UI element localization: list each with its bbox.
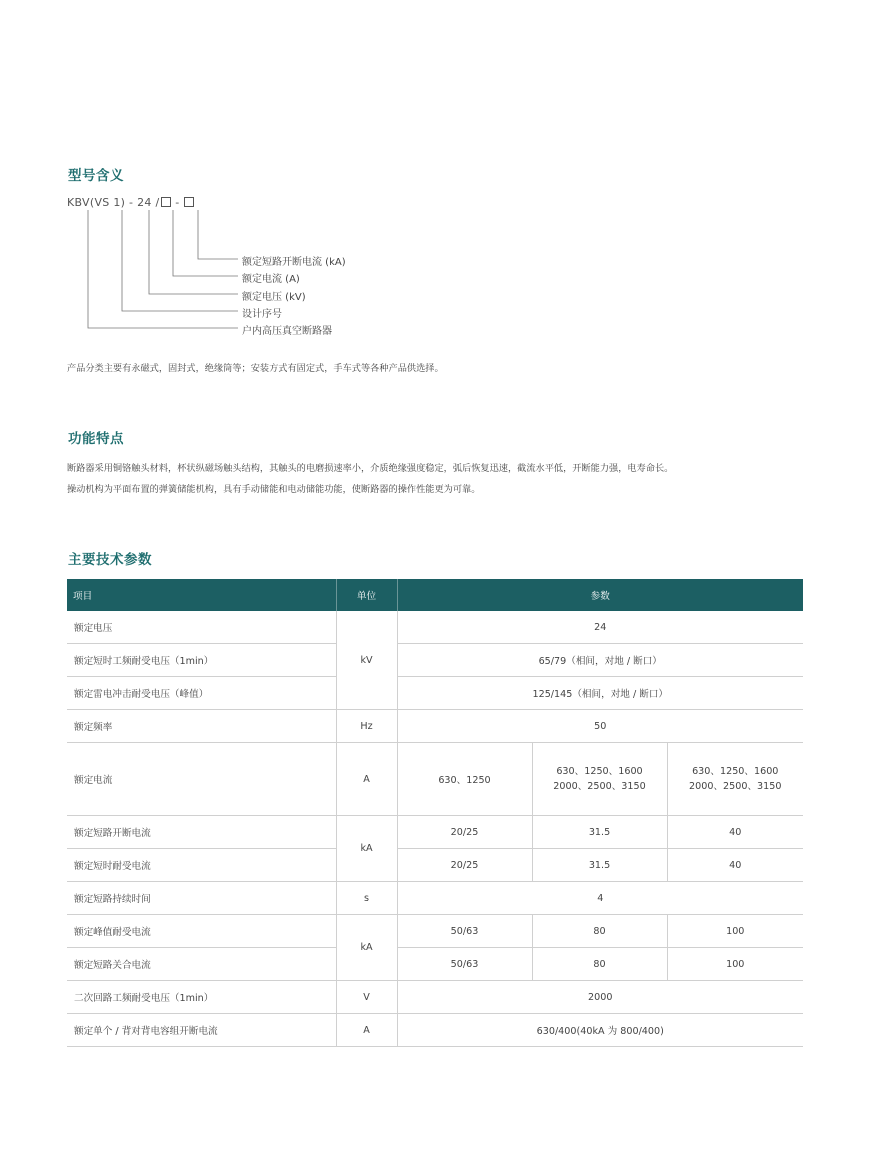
- table-row: [67, 644, 803, 677]
- row-label: 额定短路持续时间: [67, 882, 336, 915]
- unit-cell: kA: [336, 816, 397, 882]
- value-cell: 50: [397, 710, 803, 743]
- model-code-prefix: KBV(VS: [67, 196, 110, 209]
- legend-breaker-type: 户内高压真空断路器: [242, 326, 332, 337]
- value-cell: 20/25: [397, 849, 532, 882]
- legend-rated-current: 额定电流 (A): [242, 274, 300, 285]
- value-cell: 50/63: [397, 948, 532, 981]
- unit-cell: kA: [336, 915, 397, 981]
- technical-params-table: [67, 579, 803, 1047]
- legend-rated-voltage: 额定电压 (kV): [242, 292, 306, 303]
- value-cell: 50/63: [397, 915, 532, 948]
- table-row: [67, 882, 803, 915]
- model-code-voltage-sep: - 24 /: [125, 196, 160, 209]
- unit-cell: V: [336, 981, 397, 1014]
- product-classification-note: 产品分类主要有永磁式，固封式，绝缘筒等；安装方式有固定式，手车式等各种产品供选择。: [67, 363, 444, 374]
- table-row: [67, 677, 803, 710]
- features-heading: 功能特点: [68, 431, 124, 447]
- value-cell: 20/25: [397, 816, 532, 849]
- row-label: 额定频率: [67, 710, 336, 743]
- value-cell: 80: [532, 948, 667, 981]
- value-cell: 31.5: [532, 849, 667, 882]
- header-unit: 单位: [336, 579, 397, 611]
- model-code-design: 1: [113, 196, 121, 209]
- value-line: 630、1250、1600: [556, 766, 643, 777]
- unit-cell: A: [336, 743, 397, 816]
- unit-cell: Hz: [336, 710, 397, 743]
- value-cell: 630、1250: [397, 743, 532, 816]
- model-code-sep2: -: [171, 196, 184, 209]
- table-row: [67, 816, 803, 849]
- row-label: 额定电流: [67, 743, 336, 816]
- features-line-2: 操动机构为平面布置的弹簧储能机构，具有手动储能和电动储能功能，使断路器的操作性能更为可靠。: [67, 484, 481, 495]
- value-cell: 80: [532, 915, 667, 948]
- value-cell: 2000: [397, 981, 803, 1014]
- value-line: 2000、2500、3150: [689, 781, 782, 792]
- table-row: [67, 915, 803, 948]
- unit-cell: kV: [336, 611, 397, 710]
- table-row: [67, 743, 803, 816]
- row-label: 额定短路关合电流: [67, 948, 336, 981]
- value-cell: 31.5: [532, 816, 667, 849]
- value-cell: [532, 743, 667, 816]
- value-cell: 40: [667, 849, 803, 882]
- table-header-row: [67, 579, 803, 611]
- value-cell: 40: [667, 816, 803, 849]
- model-legend-connector-lines: [0, 0, 873, 360]
- legend-design-number: 设计序号: [242, 309, 282, 320]
- value-cell: 100: [667, 948, 803, 981]
- row-label: 额定峰值耐受电流: [67, 915, 336, 948]
- value-line: 2000、2500、3150: [553, 781, 646, 792]
- value-cell: 125/145（相间，对地 / 断口）: [397, 677, 803, 710]
- row-label: 额定短时耐受电流: [67, 849, 336, 882]
- table-row: [67, 710, 803, 743]
- unit-cell: s: [336, 882, 397, 915]
- legend-breaking-current: 额定短路开断电流 (kA): [242, 257, 346, 268]
- params-heading: 主要技术参数: [68, 552, 152, 568]
- table-row: [67, 948, 803, 981]
- row-label: 二次回路工频耐受电压（1min）: [67, 981, 336, 1014]
- value-cell: 4: [397, 882, 803, 915]
- row-label: 额定短时工频耐受电压（1min）: [67, 644, 336, 677]
- table-row: [67, 1014, 803, 1047]
- value-cell: 65/79（相间，对地 / 断口）: [397, 644, 803, 677]
- table-row: [67, 611, 803, 644]
- row-label: 额定雷电冲击耐受电压（峰值）: [67, 677, 336, 710]
- row-label: 额定单个 / 背对背电容组开断电流: [67, 1014, 336, 1047]
- model-meaning-heading: 型号含义: [68, 168, 124, 184]
- header-item: 项目: [67, 579, 336, 611]
- unit-cell: A: [336, 1014, 397, 1047]
- value-cell: [667, 743, 803, 816]
- features-line-1: 断路器采用铜铬触头材料，杯状纵磁场触头结构，其触头的电磨损速率小，介质绝缘强度稳定，弧后恢复迅速，截流水平低，开断能力强，电寿命长。: [67, 463, 674, 474]
- model-code-paren-close: ): [120, 196, 126, 209]
- header-params: 参数: [397, 579, 803, 611]
- row-label: 额定短路开断电流: [67, 816, 336, 849]
- value-cell: 630/400(40kA 为 800/400): [397, 1014, 803, 1047]
- value-cell: 24: [397, 611, 803, 644]
- table-row: [67, 981, 803, 1014]
- table-row: [67, 849, 803, 882]
- value-cell: 100: [667, 915, 803, 948]
- value-line: 630、1250、1600: [692, 766, 779, 777]
- row-label: 额定电压: [67, 611, 336, 644]
